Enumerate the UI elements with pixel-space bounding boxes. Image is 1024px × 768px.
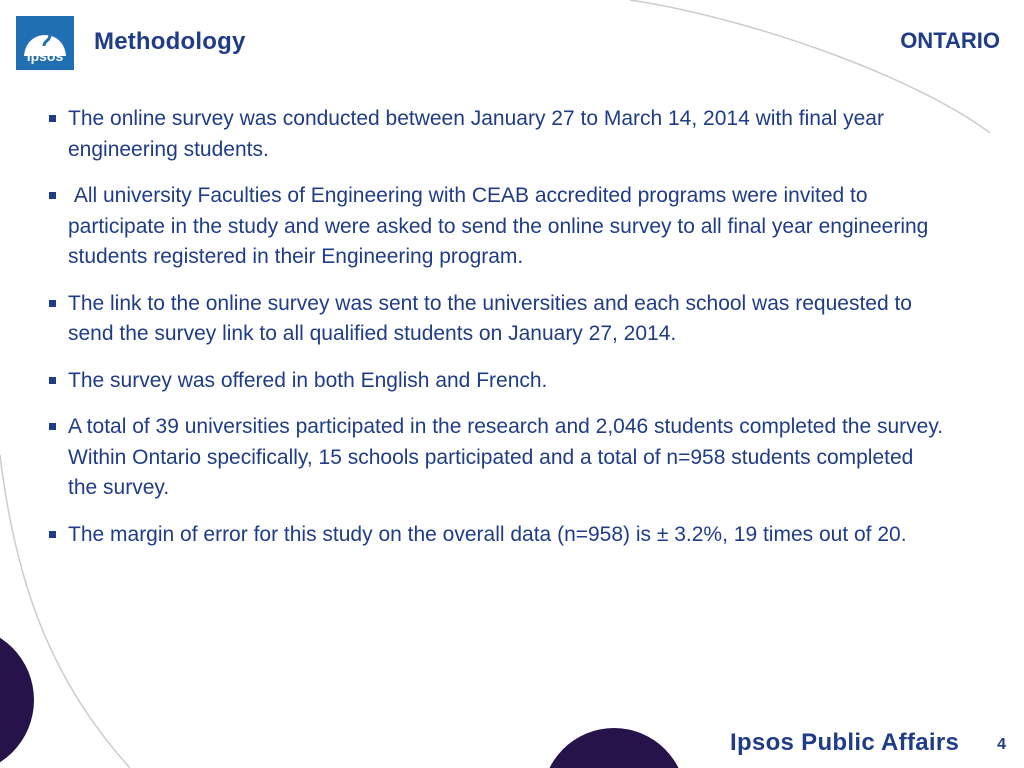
bullet-text: The link to the online survey was sent to the universities and each school was requested to send the survey link to all qualified students on January 27, 2014. (68, 291, 912, 345)
bullet-square-icon (49, 192, 56, 199)
bullet-text: A total of 39 universities participated in the research and 2,046 students completed the survey. Within Ontario specifically, 15 schools participated and a total of n=958 students completed the survey. (68, 415, 944, 499)
list-item (44, 181, 944, 273)
list-item (44, 520, 944, 551)
bullet-text: All university Faculties of Engineering with CEAB accredited programs were invited to participate in the study and were asked to send the online survey to all final year engineering students registered in their Engineering program. (68, 184, 929, 268)
list-item (44, 366, 944, 397)
list-item (44, 412, 944, 504)
ipsos-logo (16, 16, 74, 70)
region-label: ONTARIO (900, 28, 1000, 53)
bullet-square-icon (49, 377, 56, 384)
bullet-square-icon (49, 531, 56, 538)
bullet-text: The online survey was conducted between January 27 to March 14, 2014 with final year engineering students. (68, 107, 884, 161)
decor-circle-left (0, 626, 34, 768)
list-item (44, 289, 944, 350)
footer-brand: Ipsos Public Affairs (730, 729, 960, 756)
bullet-text: The margin of error for this study on the overall data (n=958) is ± 3.2%, 19 times out of 20. (68, 522, 907, 546)
page-number: 4 (997, 736, 1006, 753)
list-item (44, 104, 944, 165)
bullet-text: The survey was offered in both English and French. (68, 368, 548, 392)
bullet-square-icon (49, 300, 56, 307)
svg-text:Ipsos: Ipsos (26, 48, 64, 64)
bullet-square-icon (49, 423, 56, 430)
page-title: Methodology (94, 28, 246, 55)
methodology-list (44, 104, 944, 566)
decor-circle-bottom (542, 728, 686, 768)
bullet-square-icon (49, 115, 56, 122)
